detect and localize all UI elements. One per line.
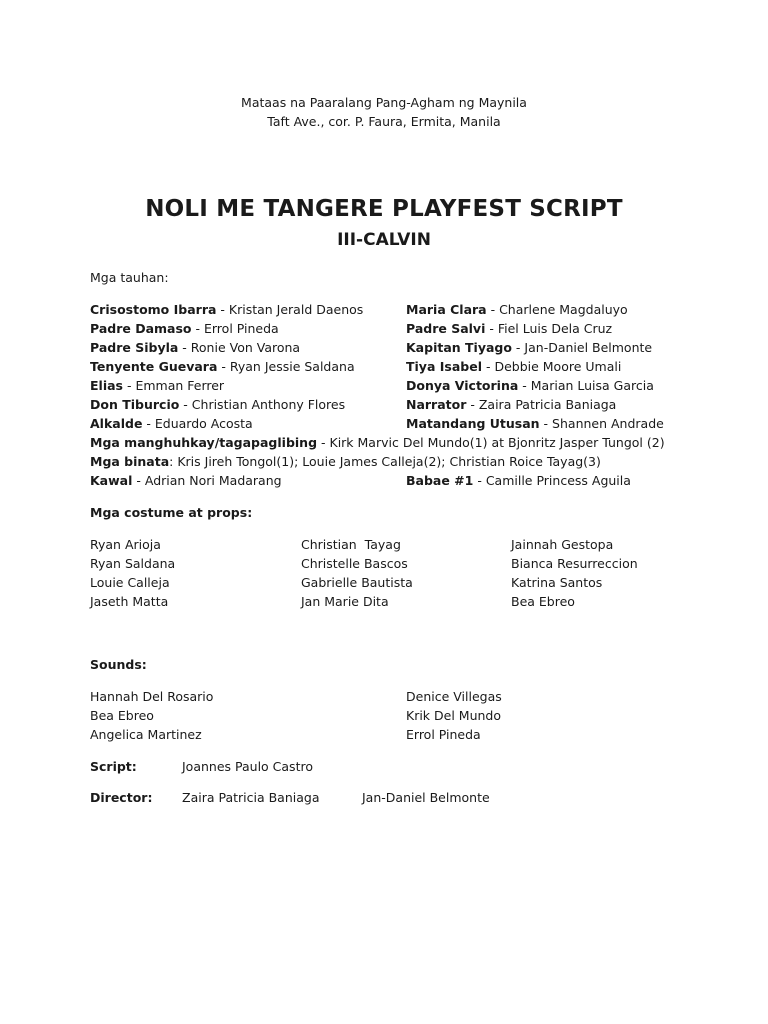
cast-actor: Jan-Daniel Belmonte: [524, 340, 653, 355]
cast-entry: [406, 357, 621, 376]
cast-role: Maria Clara: [406, 302, 487, 317]
cast-entry: [406, 338, 652, 357]
cast-role: Babae #1: [406, 473, 474, 488]
page-title: NOLI ME TANGERE PLAYFEST SCRIPT: [145, 196, 623, 222]
cast-entry: [90, 300, 363, 319]
cast-actor: Kristan Jerald Daenos: [228, 302, 364, 317]
cast-role: Matandang Utusan: [406, 416, 540, 431]
cast-actor: Marian Luisa Garcia: [530, 378, 654, 393]
cast-entry: [90, 395, 345, 414]
sounds-member: Denice Villegas: [406, 689, 502, 704]
costume-member: Christian Tayag: [301, 537, 401, 552]
cast-separator: -: [466, 397, 479, 412]
costume-member: Bea Ebreo: [511, 594, 575, 609]
cast-entry: [90, 376, 224, 395]
cast-separator: :: [169, 454, 178, 469]
cast-role: Padre Damaso: [90, 321, 192, 336]
cast-actor: Errol Pineda: [203, 321, 279, 336]
cast-role: Narrator: [406, 397, 467, 412]
cast-entry: [406, 376, 654, 395]
cast-role: Padre Salvi: [406, 321, 486, 336]
costume-member: Christelle Bascos: [301, 556, 408, 571]
director-label: Director:: [90, 790, 153, 805]
cast-separator: -: [486, 302, 500, 317]
cast-separator: -: [511, 340, 525, 355]
cast-separator: -: [122, 378, 136, 393]
cast-actor: Charlene Magdaluyo: [499, 302, 628, 317]
sounds-member: Krik Del Mundo: [406, 708, 501, 723]
cast-entry: [90, 319, 279, 338]
cast-role: Tenyente Guevara: [90, 359, 218, 374]
cast-separator: -: [216, 302, 229, 317]
school-name: Mataas na Paaralang Pang-Agham ng Maynila: [241, 95, 527, 110]
cast-separator: -: [539, 416, 553, 431]
costume-label: Mga costume at props:: [90, 505, 253, 520]
cast-role: Kapitan Tiyago: [406, 340, 512, 355]
cast-role: Don Tiburcio: [90, 397, 180, 412]
script-writer: Joannes Paulo Castro: [182, 759, 313, 774]
cast-actor: Kirk Marvic Del Mundo(1) at Bjonritz Jasper Tungol (2): [329, 435, 665, 450]
costume-member: Jainnah Gestopa: [511, 537, 614, 552]
cast-actor: Eduardo Acosta: [154, 416, 253, 431]
cast-entry: [406, 319, 612, 338]
script-label: Script:: [90, 759, 137, 774]
cast-separator: -: [473, 473, 486, 488]
cast-separator: -: [132, 473, 145, 488]
cast-actor: Ronie Von Varona: [190, 340, 301, 355]
sounds-member: Errol Pineda: [406, 727, 481, 742]
cast-separator: -: [217, 359, 230, 374]
cast-separator: -: [179, 397, 192, 412]
costume-member: Jan Marie Dita: [301, 594, 389, 609]
sounds-label: Sounds:: [90, 657, 147, 672]
cast-actor: Ryan Jessie Saldana: [229, 359, 355, 374]
cast-role: Donya Victorina: [406, 378, 519, 393]
costume-member: Ryan Arioja: [90, 537, 161, 552]
director-name: Jan-Daniel Belmonte: [362, 790, 490, 805]
costume-member: Bianca Resurreccion: [511, 556, 638, 571]
cast-entry: [406, 395, 616, 414]
cast-entry-kawal: [90, 471, 282, 490]
costume-member: Jaseth Matta: [90, 594, 169, 609]
cast-entry: [406, 300, 628, 319]
cast-separator: -: [481, 359, 495, 374]
cast-entry: [90, 414, 253, 433]
cast-separator: -: [317, 435, 330, 450]
cast-role: Tiya Isabel: [406, 359, 482, 374]
cast-separator: -: [142, 416, 155, 431]
cast-role: Mga binata: [90, 454, 170, 469]
cast-actor: Emman Ferrer: [135, 378, 225, 393]
costume-member: Louie Calleja: [90, 575, 170, 590]
cast-entry-manghuhukay: [90, 433, 665, 452]
cast-entry: [90, 338, 300, 357]
cast-role: Padre Sibyla: [90, 340, 179, 355]
cast-separator: -: [485, 321, 498, 336]
cast-actor: Debbie Moore Umali: [494, 359, 622, 374]
sounds-member: Bea Ebreo: [90, 708, 154, 723]
cast-separator: -: [191, 321, 204, 336]
costume-member: Gabrielle Bautista: [301, 575, 413, 590]
cast-entry: [406, 414, 664, 433]
cast-label: Mga tauhan:: [90, 270, 169, 285]
cast-entry-babae: [406, 471, 631, 490]
cast-actor: Camille Princess Aguila: [485, 473, 631, 488]
cast-entry-binata: [90, 452, 601, 471]
sounds-member: Angelica Martinez: [90, 727, 202, 742]
section-name: III-CALVIN: [337, 230, 431, 250]
costume-member: Ryan Saldana: [90, 556, 176, 571]
cast-entry: [90, 357, 355, 376]
director-name: Zaira Patricia Baniaga: [182, 790, 320, 805]
cast-separator: -: [178, 340, 191, 355]
cast-separator: -: [518, 378, 531, 393]
cast-actor: Christian Anthony Flores: [191, 397, 346, 412]
cast-role: Crisostomo Ibarra: [90, 302, 217, 317]
cast-actor: Kris Jireh Tongol(1); Louie James Calleja(2); Christian Roice Tayag(3): [177, 454, 601, 469]
sounds-member: Hannah Del Rosario: [90, 689, 214, 704]
costume-member: Katrina Santos: [511, 575, 603, 590]
cast-actor: Shannen Andrade: [552, 416, 664, 431]
school-address: Taft Ave., cor. P. Faura, Ermita, Manila: [267, 114, 501, 129]
cast-actor: Fiel Luis Dela Cruz: [497, 321, 613, 336]
cast-role: Elias: [90, 378, 123, 393]
cast-actor: Zaira Patricia Baniaga: [478, 397, 617, 412]
cast-role: Kawal: [90, 473, 133, 488]
cast-role: Alkalde: [90, 416, 143, 431]
cast-role: Mga manghuhkay/tagapaglibing: [90, 435, 318, 450]
cast-actor: Adrian Nori Madarang: [144, 473, 282, 488]
